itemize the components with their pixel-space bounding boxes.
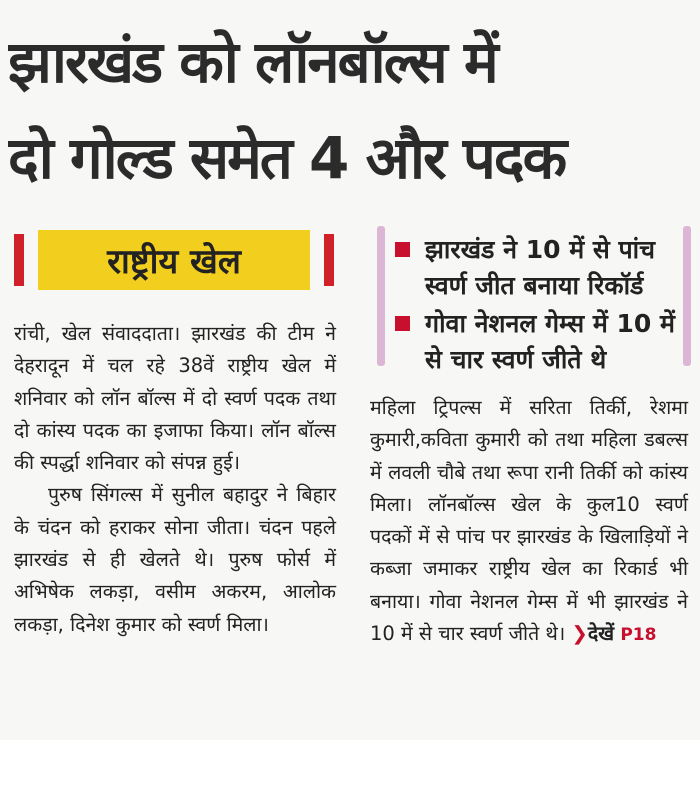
kicker-box: [38, 230, 310, 290]
bullet-square-icon: [395, 316, 410, 331]
highlight-text: गोवा नेशनल गेम्स में 10 में से चार स्वर्ण जीते थे: [425, 309, 675, 374]
article-column-left: [14, 318, 336, 641]
kicker-left-bar: [14, 234, 24, 286]
see-label: देखें: [587, 622, 615, 646]
article-paragraph: रांची, खेल संवाददाता। झारखंड की टीम ने देहरादून में चल रहे 38वें राष्ट्रीय खेल में शनिवार को लॉन बॉल्स में दो स्वर्ण पदक तथा दो कांस्य पदक का इजाफा किया। लॉन बॉल्स की स्पर्द्धा शनिवार को संपन्न हुई।: [14, 322, 336, 475]
page-reference: P18: [620, 625, 657, 646]
article-column-right: [370, 392, 688, 651]
highlight-item: [395, 232, 679, 304]
highlight-item: [395, 306, 679, 378]
kicker-right-bar: [324, 234, 334, 286]
arrow-right-icon: ❯: [571, 622, 588, 646]
continuation-ref[interactable]: [571, 622, 656, 645]
article-paragraph: पुरुष सिंगल्स में सुनील बहादुर ने बिहार के चंदन को हराकर सोना जीता। चंदन पहले झारखंड से ही खेलते थे। पुरुष फोर्स में अभिषेक लकड़ा, वसीम अकरम, आलोक लकड़ा, दिनेश कुमार को स्वर्ण मिला।: [14, 483, 336, 636]
section-kicker: [14, 230, 334, 290]
kicker-label: राष्ट्रीय खेल: [107, 242, 241, 282]
highlights-right-rule: [683, 226, 691, 366]
article-text: महिला ट्रिपल्स में सरिता तिर्की, रेशमा कुमारी,कविता कुमारी को तथा महिला डबल्स में लवली चौबे तथा रूपा रानी तिर्की को कांस्य मिला। लॉनबॉल्स खेल के कुल10 स्वर्ण पदकों में से पांच पर झारखंड के खिलाड़ियों ने कब्जा जमाकर राष्ट्रीय खेल का रिकार्ड भी बनाया। गोवा नेशनल गेम्स में भी झारखंड ने 10 में से चार स्वर्ण जीते थे।: [370, 396, 688, 646]
headline-line-2: दो गोल्ड समेत 4 और पदक: [8, 124, 566, 192]
bullet-square-icon: [395, 242, 410, 257]
headline-line-1: झारखंड को लॉनबॉल्स में: [8, 28, 497, 96]
highlight-text: झारखंड ने 10 में से पांच स्वर्ण जीत बनाया रिकॉर्ड: [425, 235, 656, 300]
highlights-box: [377, 226, 691, 384]
article-paragraph: [370, 392, 688, 651]
highlights-left-rule: [377, 226, 385, 366]
